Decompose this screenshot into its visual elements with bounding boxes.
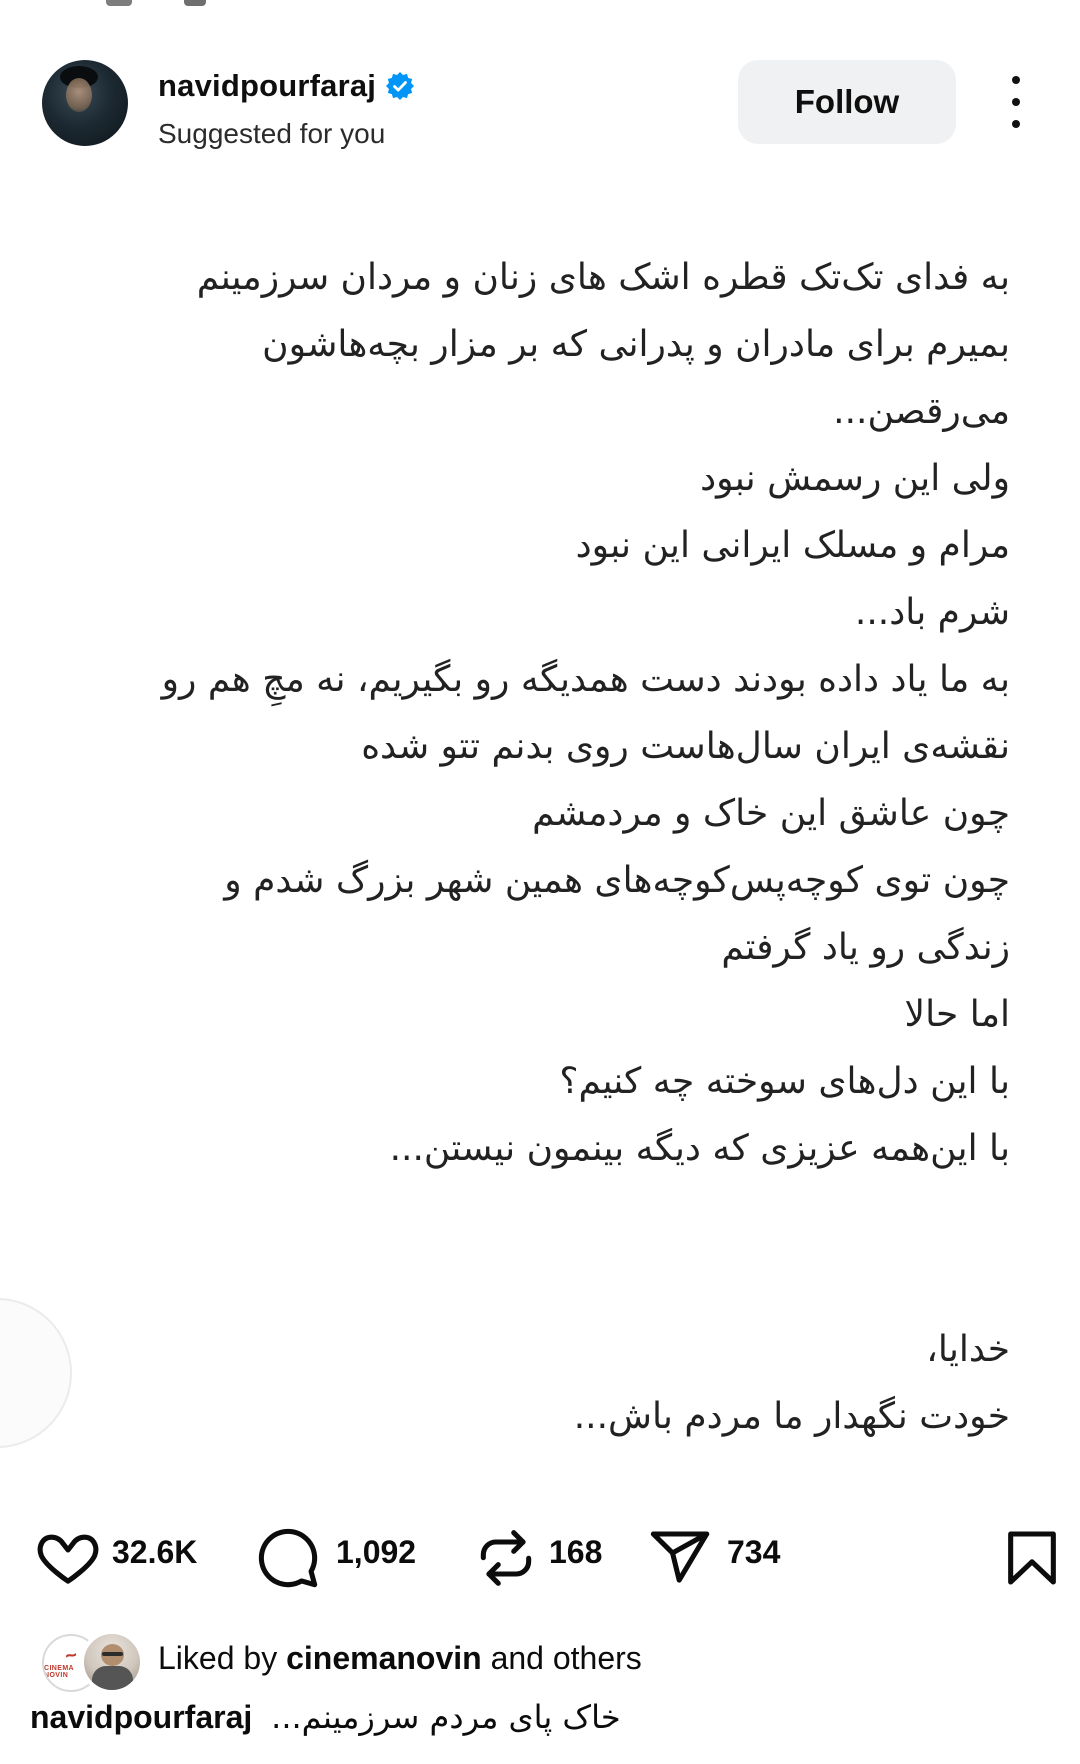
comment-icon[interactable]: [256, 1526, 320, 1590]
like-icon[interactable]: [36, 1526, 100, 1590]
caption: [30, 1698, 1050, 1736]
post-line: با این‌همه عزیزی که دیگه بینمون نیستن...: [389, 1128, 1010, 1169]
liked-by-prefix: Liked by: [158, 1640, 278, 1676]
liked-by-suffix: and others: [490, 1640, 642, 1676]
post-line: خدایا،: [926, 1329, 1010, 1370]
avatar-photo: [92, 1666, 133, 1692]
avatar[interactable]: [42, 60, 128, 146]
liked-by-row[interactable]: [0, 1626, 1080, 1698]
post-line: شرم باد...: [854, 592, 1010, 633]
avatar-photo: [102, 1652, 123, 1656]
cinemanovin-logo-icon: ~: [62, 1644, 80, 1668]
post-line: چون توی کوچه‌پس‌کوچه‌های همین شهر بزرگ شدم و: [224, 860, 1010, 901]
cinemanovin-logo-text: CINEMA NOVIN: [44, 1665, 74, 1679]
action-bar: [0, 1518, 1080, 1602]
post-body-text: [70, 244, 1010, 1450]
paragraph-gap: [70, 1182, 1010, 1316]
liked-by-username[interactable]: cinemanovin: [286, 1640, 482, 1676]
post-line: اما حالا: [904, 994, 1010, 1035]
more-options-button[interactable]: [996, 70, 1036, 134]
comment-count[interactable]: 1,092: [336, 1534, 417, 1570]
post-line: با این دل‌های سوخته چه کنیم؟: [559, 1061, 1010, 1102]
post-header: [0, 0, 1080, 170]
avatar-photo: [66, 78, 92, 112]
post-line: بمیرم برای مادران و پدرانی که بر مزار بچه‌هاشون: [262, 324, 1010, 365]
caption-username[interactable]: navidpourfaraj: [30, 1699, 253, 1735]
post-line: نقشه‌ی ایران سال‌هاست روی بدنم تتو شده: [361, 726, 1010, 767]
post-line: به ما یاد داده بودند دست همدیگه رو بگیریم، نه مچِ هم رو: [161, 659, 1010, 700]
user-block: [158, 68, 414, 150]
edge-overlay-bubble: [0, 1298, 72, 1448]
repost-icon[interactable]: [474, 1526, 538, 1590]
caption-text: خاک پای مردم سرزمینم...: [271, 1698, 621, 1736]
like-count[interactable]: 32.6K: [112, 1534, 198, 1570]
post-line: خودت نگهدار ما مردم باش...: [573, 1396, 1010, 1437]
bookmark-icon[interactable]: [1000, 1526, 1064, 1590]
suggested-label: Suggested for you: [158, 118, 386, 149]
share-icon[interactable]: [648, 1526, 712, 1590]
post-line: به فدای تک‌تک قطره اشک های زنان و مردان سرزمینم: [196, 257, 1010, 298]
post-line: مرام و مسلک ایرانی این نبود: [575, 525, 1010, 566]
repost-count[interactable]: 168: [549, 1534, 603, 1570]
post-line: ولی این رسمش نبود: [700, 458, 1010, 499]
post-line: زندگی رو یاد گرفتم: [721, 927, 1010, 968]
username[interactable]: navidpourfaraj: [158, 68, 377, 103]
verified-badge-icon: [386, 72, 414, 100]
post-line: چون عاشق این خاک و مردمشم: [532, 793, 1010, 834]
follow-button[interactable]: Follow: [738, 60, 956, 144]
liked-by-text: [158, 1640, 642, 1677]
share-count[interactable]: 734: [727, 1534, 781, 1570]
post-line: می‌رقصن...: [833, 391, 1010, 432]
liker-avatar[interactable]: [80, 1630, 144, 1694]
